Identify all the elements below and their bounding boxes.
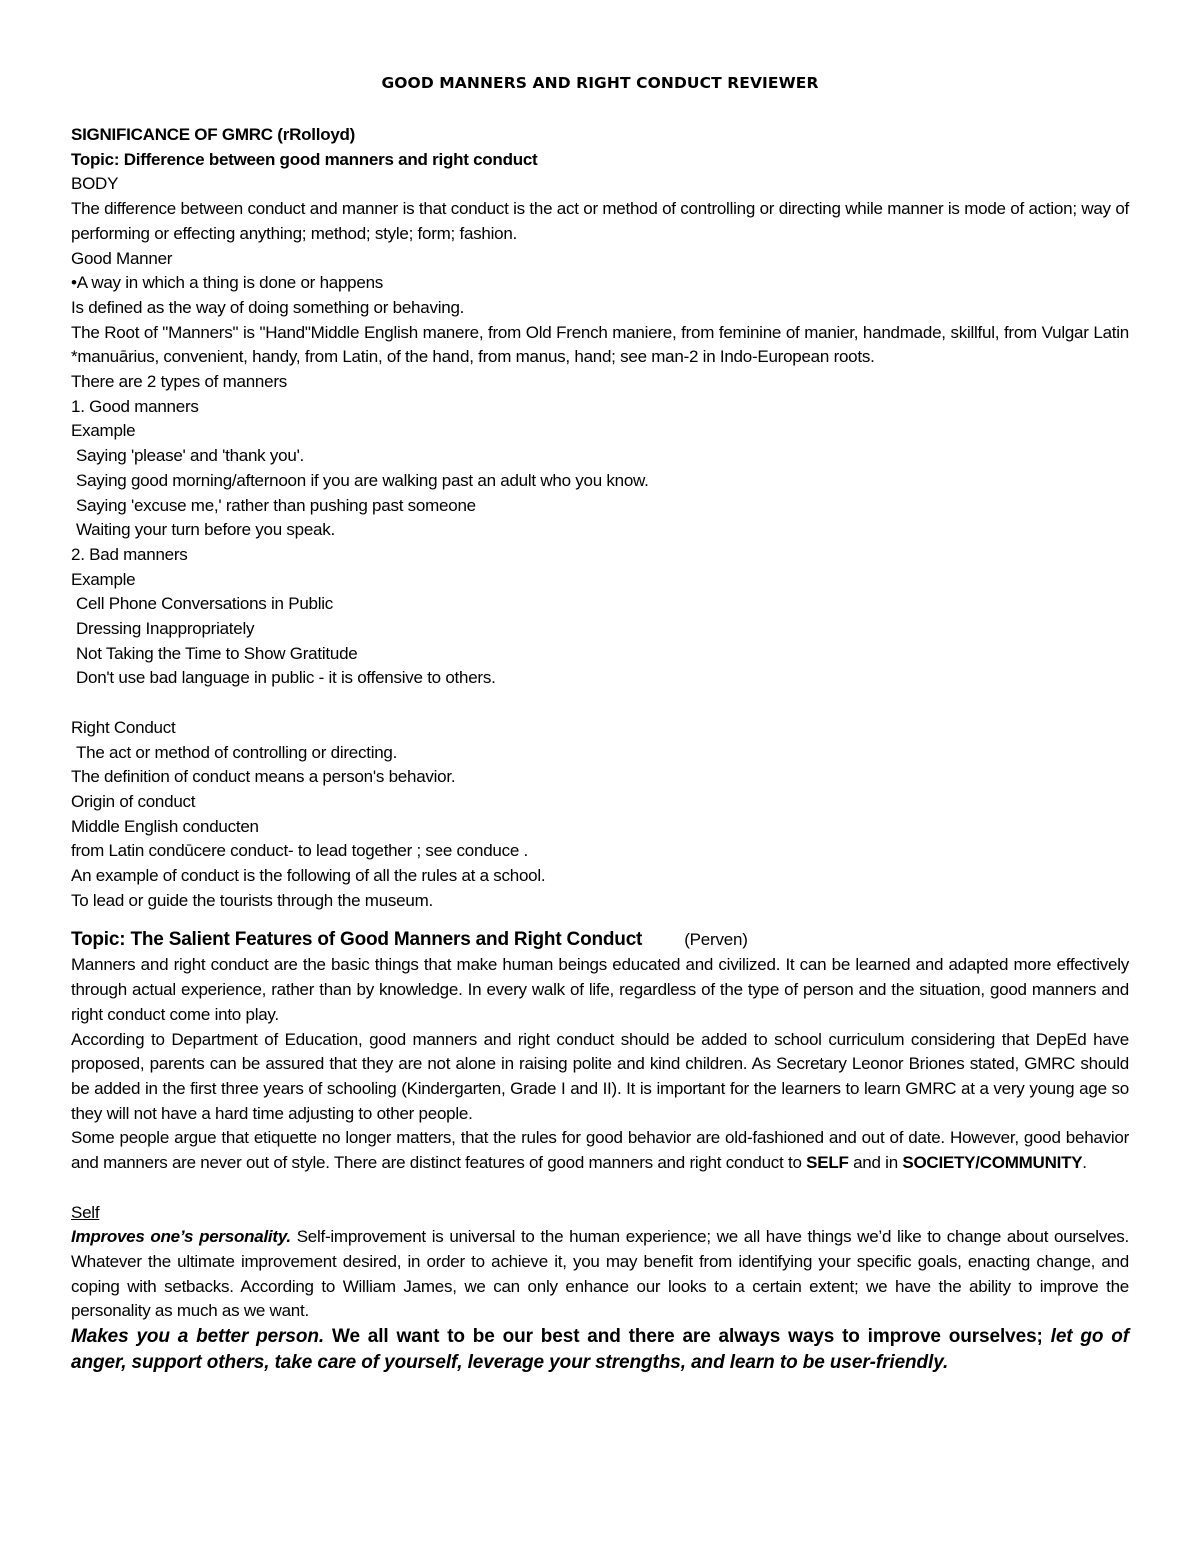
makes-paragraph: [71, 1324, 1129, 1376]
root-paragraph: The Root of "Manners" is "Hand"Middle English manere, from Old French maniere, from feminine of manier, handmade, skillful, from Vulgar Latin *manuārius, convenient, handy, from Latin, of the hand, from manus, hand; see man-2 in Indo-European roots.: [71, 322, 1129, 367]
list-item: Waiting your turn before you speak.: [76, 520, 335, 540]
para3-mid: and in: [848, 1153, 903, 1173]
types-intro: There are 2 types of manners: [71, 372, 288, 392]
spacer: [71, 1176, 1129, 1201]
defined-line: Is defined as the way of doing something or behaving.: [71, 297, 465, 317]
body-label: BODY: [71, 174, 119, 194]
conduct-line: Middle English conducten: [71, 816, 259, 836]
author-label: (Perven): [684, 930, 748, 950]
conduct-line: The act or method of controlling or directing.: [76, 742, 398, 762]
topic-salient-heading: [71, 927, 1129, 953]
makes-lead: Makes you a better person.: [71, 1326, 325, 1348]
list-item: Saying good morning/afternoon if you are walking past an adult who you know.: [76, 470, 649, 490]
good-manner-label: Good Manner: [71, 248, 173, 268]
conduct-line: The definition of conduct means a person's behavior.: [71, 767, 456, 787]
improves-paragraph: [71, 1225, 1129, 1324]
bad-manners-heading: 2. Bad manners: [71, 544, 188, 564]
list-item: Dressing Inappropriately: [76, 619, 255, 639]
section-heading-significance: SIGNIFICANCE OF GMRC (rRolloyd): [71, 125, 356, 144]
salient-paragraph-2: According to Department of Education, good manners and right conduct should be added to school curriculum considering that DepEd have proposed, parents can be assured that they are not alone in raising polite and kind children. As Secretary Leonor Briones stated, GMRC should be added in the first three years of schooling (Kindergarten, Grade I and II). It is important for the learners to learn GMRC at a very young age so they will not have a hard time adjusting to other people.: [71, 1029, 1129, 1123]
document-body: [71, 123, 1129, 1376]
difference-paragraph: The difference between conduct and manner is that conduct is the act or method of controlling or directing while manner is mode of action; way of performing or effecting anything; method; style; form; fashion.: [71, 199, 1129, 243]
conduct-line: To lead or guide the tourists through the museum.: [71, 890, 433, 910]
topic-salient-title: Topic: The Salient Features of Good Manners and Right Conduct: [71, 929, 643, 951]
makes-tail: let go of anger, support others, take care of yourself, leverage your strengths, and learn to be user-friendly.: [71, 1326, 1129, 1374]
conduct-line: Origin of conduct: [71, 791, 196, 811]
spacer: [71, 691, 1129, 716]
conduct-line: An example of conduct is the following of all the rules at a school.: [71, 866, 546, 886]
bullet-way: •A way in which a thing is done or happens: [71, 273, 384, 293]
example-label: Example: [71, 569, 136, 589]
right-conduct-label: Right Conduct: [71, 717, 176, 737]
self-subheading: Self: [71, 1202, 100, 1222]
para3-end: .: [1082, 1153, 1087, 1173]
list-item: Not Taking the Time to Show Gratitude: [76, 643, 358, 663]
salient-paragraph-3: [71, 1126, 1129, 1175]
improves-text: Self-improvement is universal to the human experience; we all have things we’d like to change about ourselves. Whatever the ultimate improvement desired, in order to achieve it, you may benefit from identifying your specific goals, enacting change, and coping with setbacks. According to William James, we can only enhance our looks to a certain extent; we have the ability to improve the personality as much as we want.: [71, 1227, 1129, 1321]
improves-lead: Improves one’s personality.: [71, 1227, 291, 1247]
good-manners-heading: 1. Good manners: [71, 396, 199, 416]
conduct-line: from Latin condūcere conduct- to lead together ; see conduce .: [71, 841, 529, 861]
para3-text: Some people argue that etiquette no longer matters, that the rules for good behavior are old-fashioned and out of date. However, good behavior and manners are never out of style. There are distinct features of good manners and right conduct to: [71, 1128, 1129, 1173]
list-item: Cell Phone Conversations in Public: [76, 594, 334, 614]
example-label: Example: [71, 421, 136, 441]
salient-paragraph-1: Manners and right conduct are the basic things that make human beings educated and civilized. It can be learned and adapted more effectively through actual experience, rather than by knowledge. In every walk of life, regardless of the type of person and the situation, good manners and right conduct come into play.: [71, 955, 1129, 1024]
makes-mid: We all want to be our best and there are always ways to improve ourselves;: [324, 1326, 1051, 1348]
list-item: Saying 'please' and 'thank you'.: [76, 446, 305, 466]
list-item: Don't use bad language in public - it is offensive to others.: [76, 668, 496, 688]
document-title: GOOD MANNERS AND RIGHT CONDUCT REVIEWER: [381, 74, 819, 92]
list-item: Saying 'excuse me,' rather than pushing past someone: [76, 495, 476, 515]
society-keyword: SOCIETY/COMMUNITY: [902, 1153, 1083, 1173]
self-keyword: SELF: [806, 1153, 849, 1173]
topic-difference-heading: Topic: Difference between good manners and right conduct: [71, 149, 538, 169]
